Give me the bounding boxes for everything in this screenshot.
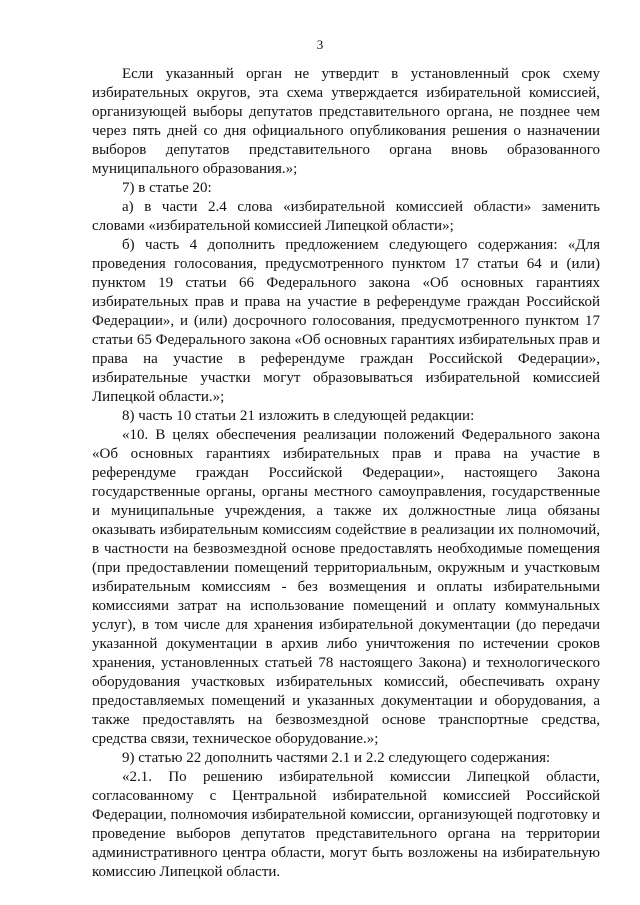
- paragraph-item-7: 7) в статье 20:: [122, 180, 212, 196]
- paragraph-item-8: 8) часть 10 статьи 21 изложить в следующей редакции:: [122, 408, 475, 424]
- paragraph-scheme-approval: Если указанный орган не утвердит в установленный срок схему избирательных округов, эта схема утверждается избирательной комиссией, организующей выборы депутатов представительного органа, не позднее чем через пять дней со дня официального опубликования решения о назначении выборов депутатов представительного органа вновь образованного муниципального образования.»;: [92, 66, 600, 177]
- page-number: 3: [316, 37, 324, 52]
- paragraph-item-9: 9) статью 22 дополнить частями 2.1 и 2.2 следующего содержания:: [122, 750, 551, 766]
- document-body: [92, 65, 600, 882]
- paragraph-item-7a: а) в части 2.4 слова «избирательной комиссией области» заменить словами «избирательной комиссией Липецкой области»;: [92, 199, 600, 234]
- paragraph-item-7b: б) часть 4 дополнить предложением следующего содержания: «Для проведения голосования, предусмотренного пунктом 17 статьи 64 и (или) пунктом 19 статьи 66 Федерального закона «Об основных гарантиях избирательных прав и права на участие в референдуме граждан Российской Федерации», и (или) досрочного голосования, предусмотренного пунктом 17 статьи 65 Федерального закона «Об основных гарантиях избирательных прав и права на участие в референдуме граждан Российской Федерации», избирательные участки могут образовываться избирательной комиссией Липецкой области.»;: [92, 237, 600, 405]
- paragraph-part-2-1: «2.1. По решению избирательной комиссии Липецкой области, согласованному с Центральной избирательной комиссией Российской Федерации, полномочия избирательной комиссии, организующей подготовку и проведение выборов депутатов представительного органа на территории административного центра области, могут быть возложены на избирательную комиссию Липецкой области.: [92, 769, 600, 880]
- paragraph-part-10: «10. В целях обеспечения реализации положений Федерального закона «Об основных гарантиях избирательных прав и права на участие в референдуме граждан Российской Федерации», настоящего Закона государственные органы, органы местного самоуправления, государственные и муниципальные учреждения, а также их должностные лица обязаны оказывать избирательным комиссиям содействие в реализации их полномочий, в частности на безвозмездной основе предоставлять необходимые помещения (при предоставлении помещений территориальным, окружным и участковым избирательным комиссиям - без возмещения и оплаты избирательными комиссиями затрат на использование помещений и оплату коммунальных услуг), в том числе для хранения избирательной документации (до передачи указанной документации в архив либо уничтожения по истечении сроков хранения, установленных статьей 78 настоящего Закона) и технологического оборудования участковых избирательных комиссий, обеспечивать охрану предоставляемых помещений и указанных документации и оборудования, а также предоставлять на безвозмездной основе транспортные средства, средства связи, техническое оборудование.»;: [92, 427, 600, 747]
